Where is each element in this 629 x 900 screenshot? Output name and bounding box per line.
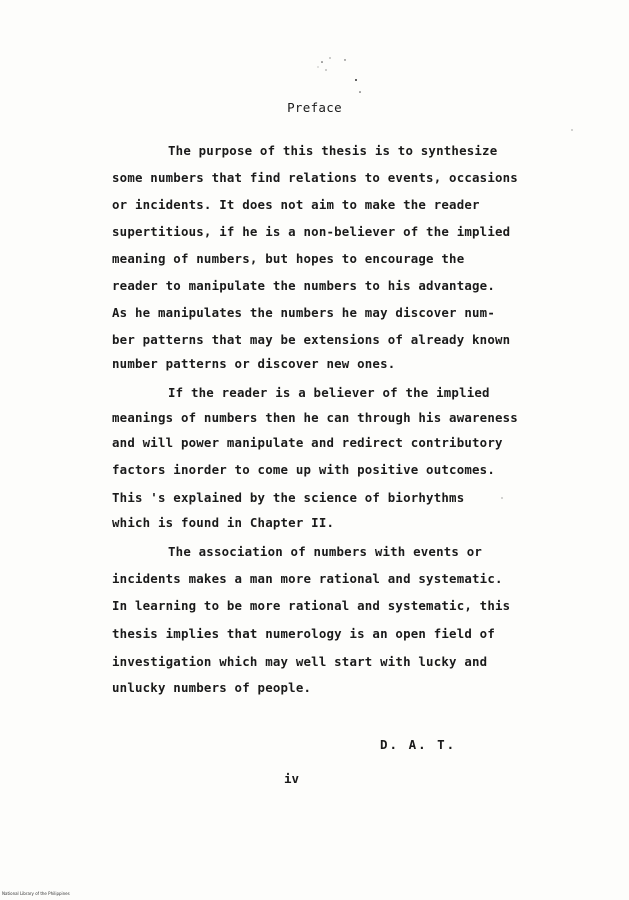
- text-line: factors inorder to come up with positive outcomes.: [112, 462, 495, 477]
- page-title: [0, 100, 629, 115]
- text-line: meaning of numbers, but hopes to encourage the: [112, 251, 465, 266]
- footer-note: National Library of the Philippines: [2, 891, 70, 896]
- text-line: which is found in Chapter II.: [112, 515, 335, 530]
- text-line: reader to manipulate the numbers to his advantage.: [112, 278, 495, 293]
- text-line: number patterns or discover new ones.: [112, 356, 396, 371]
- text-line: or incidents. It does not aim to make the reader: [112, 197, 480, 212]
- text-line: meanings of numbers then he can through his awareness: [112, 410, 518, 425]
- page-number: iv: [284, 771, 300, 786]
- text-line: If the reader is a believer of the implied: [168, 385, 490, 400]
- text-line: thesis implies that numerology is an open field of: [112, 626, 495, 641]
- text-line: In learning to be more rational and systematic, this: [112, 598, 511, 613]
- text-line: some numbers that find relations to events, occasions: [112, 170, 518, 185]
- text-line: ber patterns that may be extensions of already known: [112, 332, 511, 347]
- signature: D. A. T.: [380, 737, 457, 752]
- text-line: incidents makes a man more rational and systematic.: [112, 571, 503, 586]
- text-line: The association of numbers with events or: [168, 544, 483, 559]
- text-line: The purpose of this thesis is to synthesize: [168, 143, 498, 158]
- text-line: This 's explained by the science of biorhythms: [112, 490, 465, 505]
- text-line: investigation which may well start with lucky and: [112, 654, 488, 669]
- title-text: Preface: [287, 100, 342, 115]
- text-line: unlucky numbers of people.: [112, 680, 312, 695]
- text-line: supertitious, if he is a non-believer of the implied: [112, 224, 511, 239]
- text-line: As he manipulates the numbers he may discover num-: [112, 305, 495, 320]
- text-line: and will power manipulate and redirect contributory: [112, 435, 503, 450]
